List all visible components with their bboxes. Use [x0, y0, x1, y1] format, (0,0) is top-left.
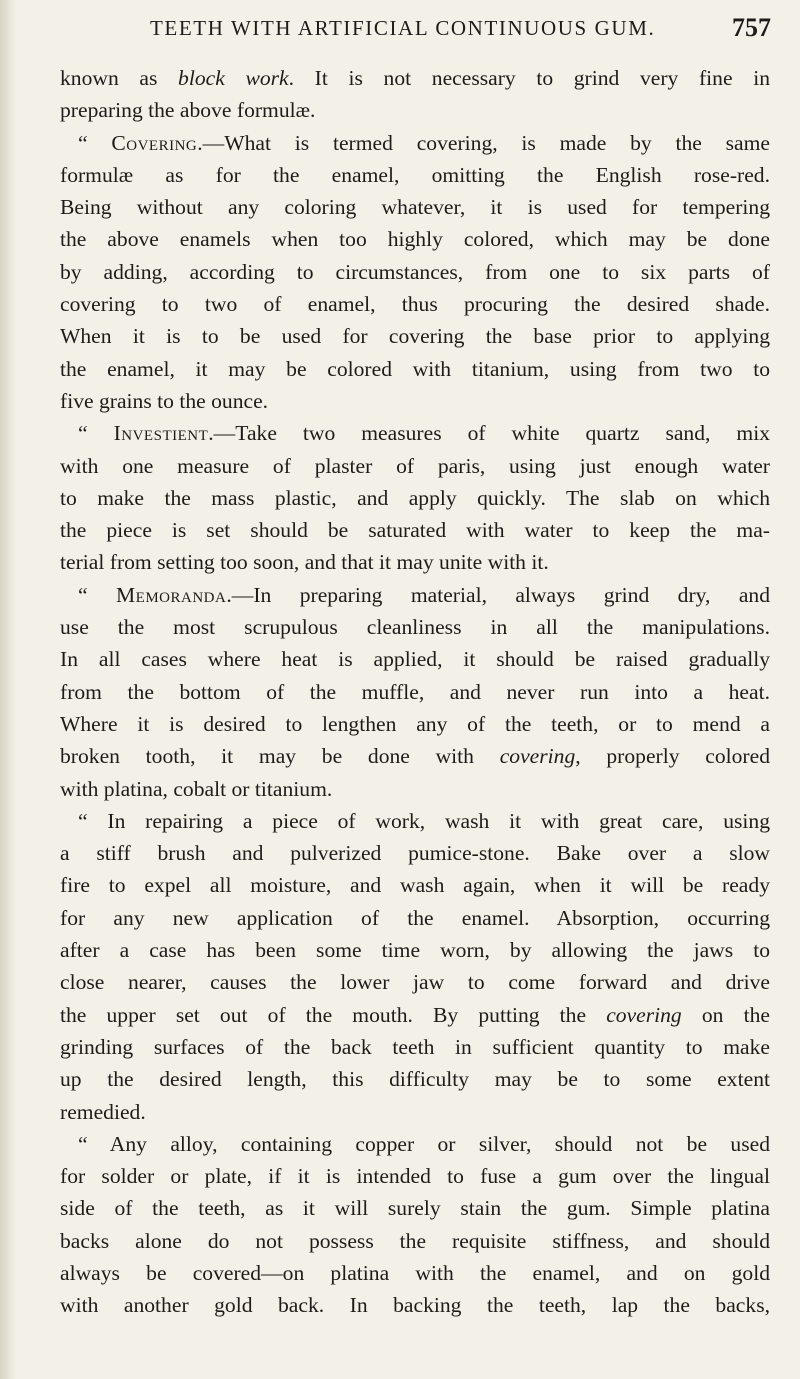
text-segment: preparing the above formulæ. — [60, 98, 316, 123]
text-line — [60, 999, 770, 1031]
text-segment: “ In repairing a piece of work, wash it with great care, using — [78, 808, 770, 833]
text-line — [60, 1096, 770, 1128]
text-line — [60, 514, 770, 546]
text-segment: broken tooth, it may be done with — [60, 744, 500, 769]
text-segment: after a case has been some time worn, by allowing the jaws to — [60, 938, 770, 963]
text-segment: up the desired length, this difficulty may be to some extent — [60, 1067, 770, 1092]
text-line — [60, 611, 770, 643]
text-segment: the upper set out of the mouth. By putting the — [60, 1002, 607, 1027]
text-line — [60, 223, 770, 255]
text-line — [60, 773, 770, 805]
text-line — [60, 805, 770, 837]
text-segment: When it is to be used for covering the base prior to applying — [60, 324, 770, 349]
text-line — [60, 1192, 770, 1224]
text-line — [60, 579, 770, 611]
text-segment: use the most scrupulous cleanliness in all the manipulations. — [60, 615, 770, 640]
text-line — [60, 159, 770, 191]
text-line — [60, 966, 770, 998]
text-line — [60, 934, 770, 966]
text-segment: a stiff brush and pulverized pumice-stone. Bake over a slow — [60, 841, 770, 866]
text-segment: with one measure of plaster of paris, using just enough water — [60, 453, 770, 478]
text-line — [60, 417, 770, 449]
text-line — [60, 546, 770, 578]
text-line — [60, 62, 770, 94]
text-segment: “ — [78, 582, 116, 607]
text-line — [60, 385, 770, 417]
text-segment: “ — [78, 421, 114, 446]
text-line — [60, 902, 770, 934]
text-line — [60, 1257, 770, 1289]
text-line — [60, 1031, 770, 1063]
text-line — [60, 1160, 770, 1192]
text-segment: .—What is termed covering, is made by the same — [197, 130, 771, 155]
text-segment: , properly colored — [575, 744, 770, 769]
text-line — [60, 740, 770, 772]
text-segment: the enamel, it may be colored with titanium, using from two to — [60, 356, 770, 381]
section-heading: Covering — [111, 130, 198, 155]
text-line — [60, 837, 770, 869]
text-line — [60, 127, 770, 159]
text-segment: with another gold back. In backing the teeth, lap the backs, — [60, 1293, 770, 1318]
text-segment: Being without any coloring whatever, it is used for tempering — [60, 195, 770, 220]
text-segment: backs alone do not possess the requisite stiffness, and should — [60, 1228, 770, 1253]
text-line — [60, 94, 770, 126]
text-segment: .—Take two measures of white quartz sand, mix — [208, 421, 771, 446]
text-segment: “ Any alloy, containing copper or silver, should not be used — [78, 1131, 770, 1156]
text-line — [60, 708, 770, 740]
text-line — [60, 482, 770, 514]
text-segment: the piece is set should be saturated with water to keep the ma- — [60, 518, 770, 543]
text-segment: by adding, according to circumstances, from one to six parts of — [60, 259, 770, 284]
text-segment: from the bottom of the muffle, and never run into a heat. — [60, 679, 770, 704]
text-segment: “ — [78, 130, 112, 155]
text-segment: Where it is desired to lengthen any of the teeth, or to mend a — [60, 711, 770, 736]
text-line — [60, 1225, 770, 1257]
text-segment: covering to two of enamel, thus procuring the desired shade. — [60, 292, 770, 317]
text-segment: close nearer, causes the lower jaw to come forward and drive — [60, 970, 770, 995]
text-line — [60, 450, 770, 482]
text-segment: grinding surfaces of the back teeth in sufficient quantity to make — [60, 1034, 770, 1059]
italic-term: covering — [606, 1002, 682, 1027]
text-segment: for any new application of the enamel. Absorption, occurring — [60, 905, 770, 930]
text-segment: .—In preparing material, always grind dry, and — [226, 582, 770, 607]
text-segment: the above enamels when too highly colored, which may be done — [60, 227, 770, 252]
text-line — [60, 869, 770, 901]
text-segment: remedied. — [60, 1099, 146, 1124]
text-segment: to make the mass plastic, and apply quickly. The slab on which — [60, 485, 770, 510]
text-segment: terial from setting too soon, and that it may unite with it. — [60, 550, 549, 575]
text-segment: side of the teeth, as it will surely stain the gum. Simple platina — [60, 1196, 770, 1221]
text-line — [60, 676, 770, 708]
section-heading: Memoranda — [115, 582, 227, 607]
text-line — [60, 256, 770, 288]
text-segment: known as — [60, 66, 179, 90]
text-segment: for solder or plate, if it is intended to fuse a gum over the lingual — [60, 1164, 770, 1189]
page-number: 757 — [732, 13, 771, 42]
text-line — [60, 320, 770, 352]
page-binding-shadow — [0, 0, 16, 1379]
text-segment: with platina, cobalt or titanium. — [60, 776, 333, 801]
italic-term: covering — [499, 744, 576, 769]
text-line — [60, 1289, 770, 1321]
text-segment: on the — [681, 1002, 770, 1027]
text-line — [60, 1063, 770, 1095]
section-heading: Investient — [113, 421, 209, 446]
text-line — [60, 191, 770, 223]
text-segment: In all cases where heat is applied, it should be raised gradually — [60, 647, 770, 672]
text-line — [60, 353, 770, 385]
text-segment: formulæ as for the enamel, omitting the English rose-red. — [60, 162, 770, 187]
text-segment: fire to expel all moisture, and wash again, when it will be ready — [60, 873, 770, 898]
text-segment: five grains to the ounce. — [60, 388, 269, 413]
text-segment: . It is not necessary to grind very fine in — [288, 66, 770, 90]
body-text — [60, 62, 770, 1322]
italic-term: block work — [178, 66, 289, 90]
text-line — [60, 643, 770, 675]
running-header: TEETH WITH ARTIFICIAL CONTINUOUS GUM. — [150, 16, 656, 40]
text-line — [60, 288, 770, 320]
text-line — [60, 1128, 770, 1160]
text-segment: always be covered—on platina with the enamel, and on gold — [60, 1260, 770, 1285]
